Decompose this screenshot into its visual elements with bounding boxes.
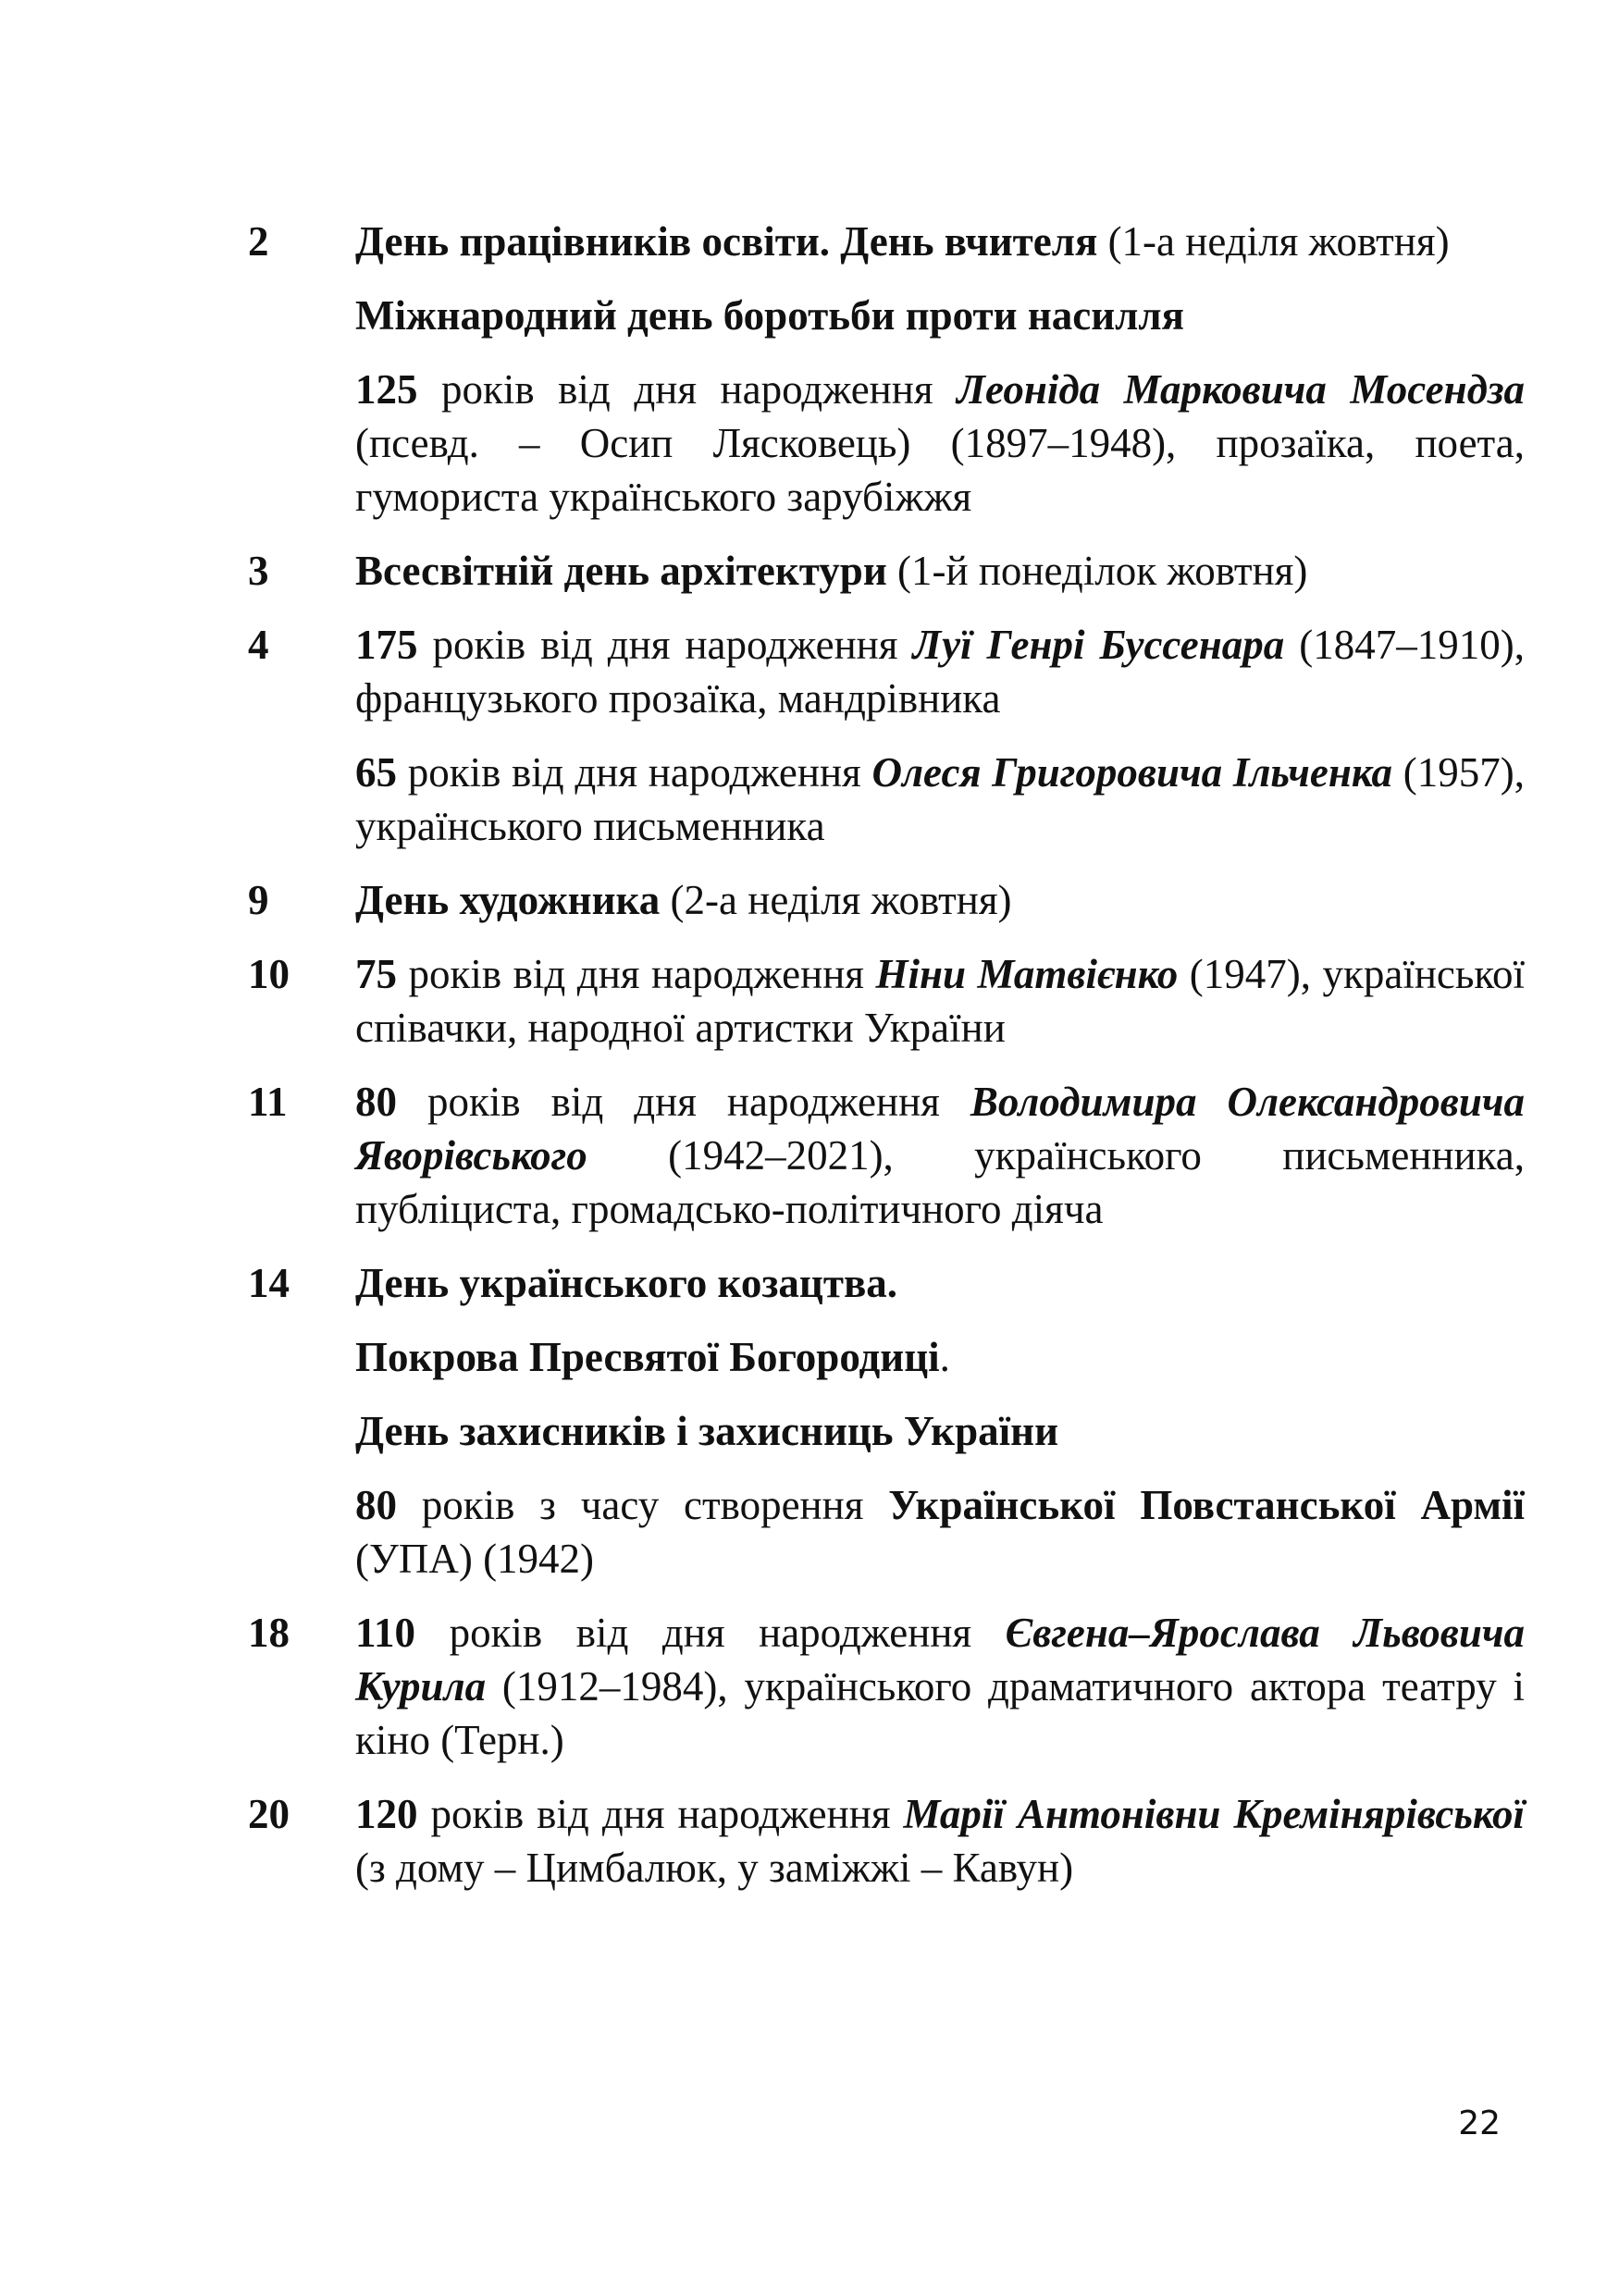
entry-day: 18 [248, 1610, 290, 1656]
calendar-entry [248, 1606, 1525, 1787]
text-segment: років від дня народження [397, 749, 872, 796]
page-number: 22 [1458, 2105, 1501, 2142]
entry-item [355, 215, 1525, 268]
entry-day: 2 [248, 218, 269, 265]
text-segment: років від дня народження [415, 1610, 1006, 1656]
entry-item [355, 1606, 1525, 1767]
bold-text: День захисників і захисниць України [355, 1408, 1058, 1454]
entry-item [355, 873, 1525, 927]
calendar-entry [248, 947, 1525, 1075]
bold-text: День художника [355, 877, 661, 923]
text-segment: (1942–2021), українського письменника, публіциста, громадсько-політичного діяча [355, 1132, 1525, 1232]
text-segment: років від дня народження [417, 366, 958, 413]
text-segment: (2-а неділя жовтня) [660, 877, 1012, 923]
person-name: Ніни Матвієнко [875, 951, 1179, 997]
entry-items [355, 544, 1525, 618]
text-segment: років від дня народження [397, 1079, 970, 1125]
text-segment: (1847–1910), французького прозаїка, мандрівника [355, 622, 1525, 722]
entry-day: 10 [248, 951, 290, 997]
text-segment: (1-а неділя жовтня) [1097, 218, 1450, 265]
entry-day: 11 [248, 1079, 288, 1125]
calendar-entry [248, 1075, 1525, 1256]
entry-item [355, 544, 1525, 598]
calendar-entry [248, 1256, 1525, 1606]
entry-item [355, 289, 1525, 342]
text-segment: років від дня народження [417, 622, 913, 668]
bold-text: 110 [355, 1610, 416, 1656]
text-segment: (1912–1984), українського драматичного актора театру і кіно (Терн.) [355, 1663, 1525, 1763]
bold-text: 175 [355, 622, 418, 668]
bold-text: 125 [355, 366, 418, 413]
entry-items [355, 873, 1525, 947]
entry-day: 9 [248, 877, 269, 923]
text-segment: (1947), української співачки, народної артистки України [355, 951, 1525, 1051]
calendar-entry [248, 1787, 1525, 1915]
bold-text: 75 [355, 951, 397, 997]
text-segment: (псевд. – Осип Лясковець) (1897–1948), прозаїка, поета, гумориста українського зарубіжжя [355, 420, 1525, 520]
entry-item [355, 1404, 1525, 1458]
entry-items [355, 618, 1525, 873]
bold-text: Всесвітній день архітектури [355, 548, 887, 594]
entry-day: 14 [248, 1260, 290, 1306]
bold-text: Української Повстанської Армії [888, 1482, 1526, 1528]
calendar-entry [248, 215, 1525, 544]
entry-item [355, 1787, 1525, 1895]
person-name: Євгена–Ярослава Львовича Курила [355, 1610, 1525, 1710]
calendar-entry [248, 544, 1525, 618]
text-segment: (УПА) (1942) [355, 1536, 595, 1582]
entry-item [355, 363, 1525, 524]
bold-text: 80 [355, 1482, 397, 1528]
text-segment: (з дому – Цимбалюк, у заміжжі – Кавун) [355, 1845, 1074, 1891]
calendar-entry [248, 618, 1525, 873]
entry-item [355, 746, 1525, 853]
text-segment: років від дня народження [397, 951, 876, 997]
text-segment: (1-й понеділок жовтня) [886, 548, 1308, 594]
entry-items [355, 1606, 1525, 1787]
person-name: Луї Генрі Буссенара [912, 622, 1285, 668]
person-name: Марії Антонівни Кремінярівської [903, 1791, 1525, 1837]
entry-item [355, 1075, 1525, 1236]
text-segment: (1957), українського письменника [355, 749, 1525, 849]
person-name: Олеся Григоровича Ільченка [871, 749, 1393, 796]
entry-items [355, 1075, 1525, 1256]
entry-item [355, 1478, 1525, 1586]
entry-item [355, 618, 1525, 725]
entry-items [355, 1787, 1525, 1915]
entry-day: 3 [248, 548, 269, 594]
person-name: Володимира Олександровича Яворівського [355, 1079, 1525, 1179]
entry-day: 4 [248, 622, 269, 668]
bold-text: Міжнародний день боротьби проти насилля [355, 292, 1185, 339]
person-name: Леоніда Марковича Мосендза [957, 366, 1526, 413]
calendar-entries [248, 215, 1525, 1915]
entry-item [355, 1330, 1525, 1384]
text-segment: . [939, 1334, 950, 1380]
entry-day: 20 [248, 1791, 290, 1837]
entry-items [355, 1256, 1525, 1606]
entry-items [355, 215, 1525, 544]
bold-text: 120 [355, 1791, 418, 1837]
bold-text: День працівників освіти. День вчителя [355, 218, 1098, 265]
text-segment: років з часу створення [397, 1482, 889, 1528]
bold-text: День українського козацтва. [355, 1260, 898, 1306]
entry-item [355, 947, 1525, 1055]
bold-text: Покрова Пресвятої Богородиці [355, 1334, 940, 1380]
entry-items [355, 947, 1525, 1075]
entry-item [355, 1256, 1525, 1310]
text-segment: років від дня народження [417, 1791, 904, 1837]
bold-text: 65 [355, 749, 397, 796]
calendar-entry [248, 873, 1525, 947]
bold-text: 80 [355, 1079, 397, 1125]
